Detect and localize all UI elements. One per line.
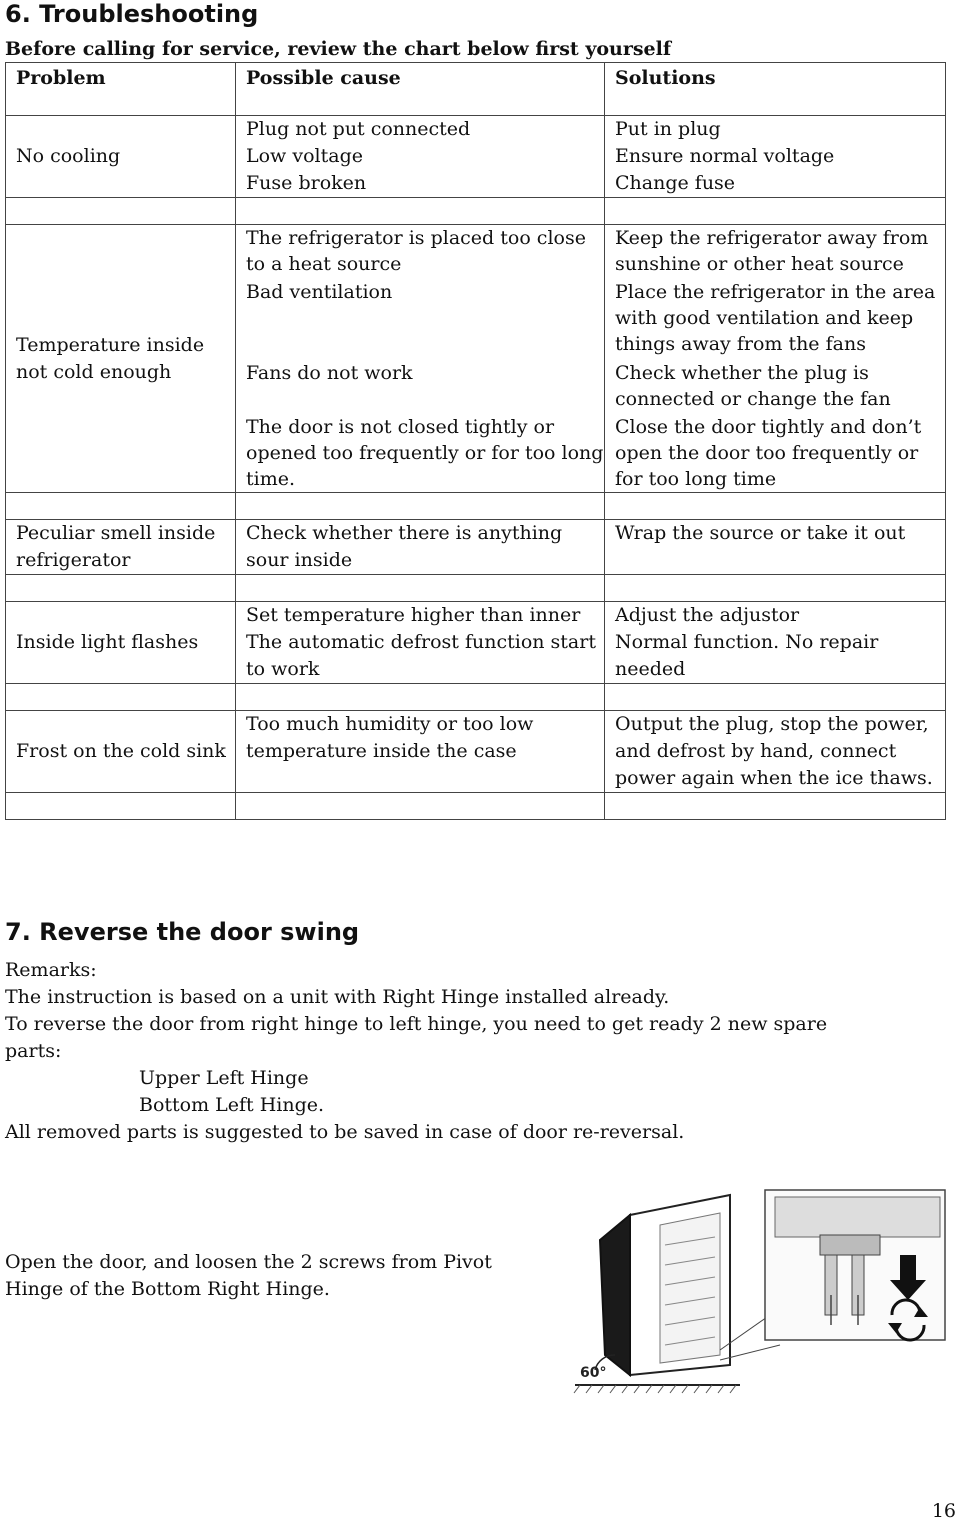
spacer-row (6, 575, 946, 602)
solution-text: Ensure normal voltage (615, 145, 835, 167)
column-header: Problem (6, 63, 236, 116)
cause-text: The door is not closed tightly or opened too frequently or for too long time. (246, 416, 604, 490)
section-heading-troubleshooting: 6. Troubleshooting (5, 0, 259, 28)
cause-text: Fuse broken (246, 172, 367, 194)
spacer-row (6, 793, 946, 820)
problem-cell: Peculiar smell inside refrigerator (6, 520, 236, 575)
step-instruction: Open the door, and loosen the 2 screws from Pivot Hinge of the Bottom Right Hinge. (5, 1251, 492, 1300)
table-row (6, 225, 946, 493)
solution-text: Check whether the plug is connected or change the fan (615, 362, 891, 410)
cause-text: Set temperature higher than inner (246, 604, 581, 626)
spacer-row (6, 684, 946, 711)
table-row (6, 116, 946, 198)
solution-text: Keep the refrigerator away from sunshine or other heat source (615, 227, 929, 275)
spacer-row (6, 198, 946, 225)
table-row (6, 520, 946, 575)
remarks-line: The instruction is based on a unit with Right Hinge installed already. (5, 986, 670, 1008)
section-heading-reverse-door: 7. Reverse the door swing (5, 918, 360, 946)
spare-part-item: Upper Left Hinge (139, 1067, 309, 1089)
solution-text: Close the door tightly and don’t open the door too frequently or for too long time (615, 416, 922, 490)
spacer-row (6, 493, 946, 520)
spare-part-item: Bottom Left Hinge. (139, 1094, 325, 1116)
solution-cell: Output the plug, stop the power, and defrost by hand, connect power again when the ice thaws. (605, 711, 946, 793)
cause-text: The automatic defrost function start to work (246, 631, 596, 680)
solution-cell: Wrap the source or take it out (605, 520, 946, 575)
table-row (6, 602, 946, 684)
problem-cell: Inside light flashes (6, 602, 236, 684)
cause-text: Fans do not work (246, 362, 413, 384)
remarks-label: Remarks: (5, 959, 97, 981)
column-header: Possible cause (236, 63, 605, 116)
remarks-line: All removed parts is suggested to be saved in case of door re-reversal. (5, 1121, 685, 1143)
table-row (6, 711, 946, 793)
solution-cell (605, 225, 946, 493)
problem-cell: No cooling (6, 116, 236, 198)
table-header-row (6, 63, 946, 116)
problem-cell: Frost on the cold sink (6, 711, 236, 793)
cause-text: Bad ventilation (246, 281, 393, 303)
troubleshooting-table (5, 62, 946, 820)
cause-cell: Check whether there is anything sour inside (236, 520, 605, 575)
cause-text: Low voltage (246, 145, 363, 167)
solution-cell (605, 116, 946, 198)
cause-text: Plug not put connected (246, 118, 471, 140)
troubleshooting-subheading: Before calling for service, review the chart below first yourself (5, 38, 672, 60)
problem-cell: Temperature inside not cold enough (6, 225, 236, 493)
solution-text: Change fuse (615, 172, 736, 194)
cause-cell (236, 225, 605, 493)
solution-cell (605, 602, 946, 684)
cause-text: The refrigerator is placed too close to a heat source (246, 227, 586, 275)
column-header: Solutions (605, 63, 946, 116)
remarks-line: To reverse the door from right hinge to left hinge, you need to get ready 2 new spare parts: (5, 1013, 828, 1062)
solution-text: Adjust the adjustor (615, 604, 800, 626)
hinge-diagram (570, 1185, 950, 1395)
solution-text: Put in plug (615, 118, 721, 140)
cause-cell: Too much humidity or too low temperature inside the case (236, 711, 605, 793)
angle-label: 60° (580, 1365, 607, 1381)
remarks-block (5, 957, 855, 1146)
solution-text: Normal function. No repair needed (615, 631, 879, 680)
cause-cell (236, 116, 605, 198)
page-number: 16 (931, 1500, 956, 1522)
cause-cell (236, 602, 605, 684)
solution-text: Place the refrigerator in the area with good ventilation and keep things away from the fans (615, 281, 936, 355)
